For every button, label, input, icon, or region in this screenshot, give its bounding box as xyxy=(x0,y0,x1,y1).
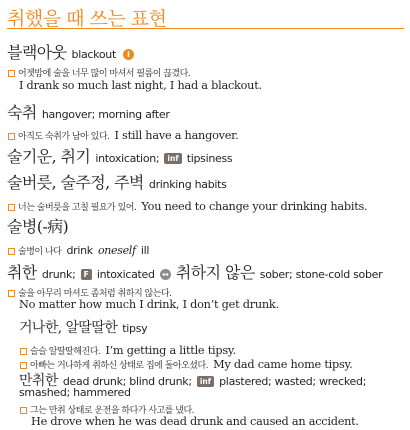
entry-blackout xyxy=(7,40,134,63)
english-gloss-3: smashed; hammered xyxy=(19,386,131,399)
example-en: No matter how much I drink, I don’t get drunk. xyxy=(19,298,279,311)
example-ko-text: 어젯밤에 술을 너무 많이 마셔서 필름이 끊겼다. xyxy=(18,69,191,79)
headword: 술병(-病) xyxy=(7,217,69,236)
entry-tipsy xyxy=(19,317,147,337)
headword: 블랙아웃 xyxy=(7,43,67,62)
english-gloss: dead drunk; blind drunk; xyxy=(62,375,192,388)
example-ko xyxy=(8,66,190,79)
title-underline xyxy=(7,28,404,29)
entry-drunk xyxy=(7,260,382,283)
example-en-text: You need to change your drinking habits. xyxy=(141,200,368,213)
page-title: 취했을 때 쓰는 표현 xyxy=(7,8,167,30)
english-gloss: drunk; xyxy=(41,268,76,281)
english-gloss: tipsy xyxy=(122,322,148,335)
english-gloss: intoxication; xyxy=(95,152,160,165)
example-bullet-icon xyxy=(8,248,15,255)
example-row xyxy=(8,195,367,214)
info-icon: i xyxy=(123,49,134,60)
example-en: I drank so much last night, I had a blackout. xyxy=(19,79,262,92)
example-bullet-icon xyxy=(8,204,15,211)
example-ko-text: 슬슬 알딸딸해진다. xyxy=(30,347,101,357)
example-en-text: I’m getting a little tipsy. xyxy=(105,344,236,357)
opposite-icon: ↔ xyxy=(160,269,171,280)
example-ko-text: 아빠는 거나하게 취하신 상태로 집에 돌아오셨다. xyxy=(30,361,209,371)
english-gloss-2: plastered; wasted; wrecked; xyxy=(219,375,367,388)
headword: 술기운, 취기 xyxy=(7,147,91,166)
headword-2: 취하지 않은 xyxy=(175,263,255,282)
example-bullet-icon xyxy=(8,133,15,140)
formal-tag: F xyxy=(81,269,92,280)
english-gloss: drinking habits xyxy=(148,178,227,191)
example-en-text: drink xyxy=(66,244,93,257)
example-bullet-icon xyxy=(8,70,15,77)
entry-hangover xyxy=(7,100,170,123)
example-ko-text: 그는 만취 상태로 운전을 하다가 사고를 냈다. xyxy=(30,406,195,416)
example-row xyxy=(8,239,149,258)
example-en-italic: oneself xyxy=(97,244,136,257)
example-en-text-2: ill xyxy=(140,244,150,257)
headword: 숙취 xyxy=(7,103,37,122)
headword: 술버릇, 술주정, 주벽 xyxy=(7,173,144,192)
english-gloss-2: intoxicated xyxy=(96,268,155,281)
informal-tag: inf xyxy=(197,376,214,387)
example-en-text: My dad came home tipsy. xyxy=(213,358,353,371)
example-bullet-icon xyxy=(20,362,27,369)
example-ko-text: 술병이 나다 xyxy=(18,247,62,257)
english-gloss-3: sober; stone-cold sober xyxy=(259,268,383,281)
english-gloss-2: tipsiness xyxy=(186,152,233,165)
headword: 취한 xyxy=(7,263,37,282)
example-en: He drove when he was dead drunk and caused an accident. xyxy=(31,415,359,428)
example-ko-text: 너는 술버릇을 고칠 필요가 있어. xyxy=(18,203,137,213)
headword: 거나한, 알딸딸한 xyxy=(19,320,118,336)
english-gloss: blackout xyxy=(71,48,116,61)
example-row xyxy=(8,124,238,143)
example-bullet-icon xyxy=(8,290,15,297)
example-ko-text: 술을 아무리 마셔도 좀처럼 취하지 않는다. xyxy=(18,289,172,299)
english-gloss: hangover; morning after xyxy=(41,108,170,121)
example-ko-text: 아직도 숙취가 남아 있다. xyxy=(18,132,110,142)
entry-intoxication xyxy=(7,144,232,167)
informal-tag: inf xyxy=(164,153,181,164)
entry-sulbyeong xyxy=(7,214,68,237)
entry-drinking-habits xyxy=(7,170,227,193)
example-bullet-icon xyxy=(20,407,27,414)
headword: 만취한 xyxy=(19,373,58,389)
example-en-text: I still have a hangover. xyxy=(114,129,239,142)
